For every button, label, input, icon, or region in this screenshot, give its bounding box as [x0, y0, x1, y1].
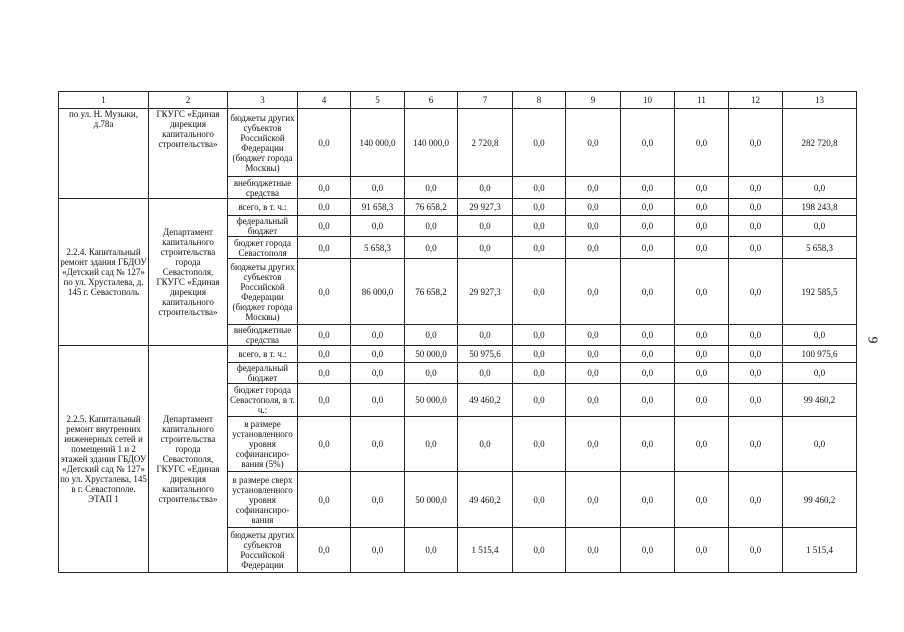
value-cell: 0,0	[298, 363, 351, 384]
executor-cell: Департамент капитального строительства города Севастополя, ГКУГС «Единая дирекция капитального строительства»	[149, 199, 228, 346]
value-cell: 0,0	[405, 417, 458, 472]
object-name-cell: по ул. Н. Музыки, д.78а	[59, 109, 149, 199]
value-cell: 0,0	[351, 528, 405, 573]
value-cell: 2 720,8	[458, 109, 513, 177]
value-cell: 0,0	[513, 528, 566, 573]
column-header-9: 9	[566, 92, 621, 109]
value-cell: 0,0	[566, 237, 621, 259]
value-cell: 0,0	[513, 363, 566, 384]
header-row	[59, 92, 857, 109]
value-cell: 0,0	[675, 216, 729, 237]
value-cell: 0,0	[675, 472, 729, 528]
column-header-11: 11	[675, 92, 729, 109]
value-cell: 0,0	[729, 199, 783, 216]
value-cell: 0,0	[298, 237, 351, 259]
executor-cell: Департамент капитального строительства города Севастополя, ГКУГС «Единая дирекция капитального строительства»	[149, 346, 228, 573]
value-cell: 0,0	[566, 259, 621, 325]
value-cell: 0,0	[405, 363, 458, 384]
value-cell: 198 243,8	[783, 199, 857, 216]
value-cell: 0,0	[513, 417, 566, 472]
value-cell: 0,0	[513, 346, 566, 363]
value-cell: 0,0	[621, 259, 675, 325]
value-cell: 0,0	[729, 177, 783, 199]
value-cell: 100 975,6	[783, 346, 857, 363]
funding-source-cell: всего, в т. ч.:	[228, 199, 298, 216]
value-cell: 0,0	[729, 109, 783, 177]
value-cell: 0,0	[675, 528, 729, 573]
value-cell: 0,0	[298, 216, 351, 237]
value-cell: 0,0	[351, 384, 405, 417]
value-cell: 0,0	[675, 384, 729, 417]
value-cell: 192 585,5	[783, 259, 857, 325]
table-row	[59, 109, 857, 177]
funding-source-cell: бюджеты других субъектов Российской Федерации (бюджет города Москвы)	[228, 259, 298, 325]
value-cell: 0,0	[566, 325, 621, 346]
value-cell: 0,0	[675, 363, 729, 384]
value-cell: 0,0	[566, 216, 621, 237]
value-cell: 0,0	[675, 346, 729, 363]
value-cell: 0,0	[566, 384, 621, 417]
value-cell: 99 460,2	[783, 472, 857, 528]
value-cell: 0,0	[513, 384, 566, 417]
value-cell: 0,0	[783, 216, 857, 237]
value-cell: 140 000,0	[405, 109, 458, 177]
funding-source-cell: бюджет города Севастополя, в т. ч.:	[228, 384, 298, 417]
value-cell: 0,0	[675, 177, 729, 199]
value-cell: 0,0	[458, 237, 513, 259]
value-cell: 0,0	[566, 109, 621, 177]
table-body	[59, 109, 857, 573]
value-cell: 0,0	[621, 363, 675, 384]
value-cell: 0,0	[621, 417, 675, 472]
value-cell: 0,0	[405, 237, 458, 259]
value-cell: 0,0	[351, 472, 405, 528]
value-cell: 0,0	[621, 528, 675, 573]
column-header-6: 6	[405, 92, 458, 109]
value-cell: 0,0	[783, 417, 857, 472]
value-cell: 0,0	[621, 472, 675, 528]
column-header-3: 3	[228, 92, 298, 109]
value-cell: 0,0	[298, 177, 351, 199]
value-cell: 0,0	[566, 346, 621, 363]
column-header-12: 12	[729, 92, 783, 109]
value-cell: 0,0	[351, 417, 405, 472]
value-cell: 0,0	[675, 325, 729, 346]
value-cell: 0,0	[783, 177, 857, 199]
value-cell: 5 658,3	[351, 237, 405, 259]
value-cell: 140 000,0	[351, 109, 405, 177]
value-cell: 0,0	[729, 472, 783, 528]
value-cell: 0,0	[675, 417, 729, 472]
table-row	[59, 199, 857, 216]
value-cell: 0,0	[729, 363, 783, 384]
funding-source-cell: в размере сверх установленного уровня софинансиро-вания	[228, 472, 298, 528]
value-cell: 0,0	[783, 363, 857, 384]
funding-source-cell: бюджет города Севастополя	[228, 237, 298, 259]
value-cell: 86 000,0	[351, 259, 405, 325]
funding-source-cell: федеральный бюджет	[228, 216, 298, 237]
value-cell: 0,0	[566, 199, 621, 216]
value-cell: 76 658,2	[405, 259, 458, 325]
value-cell: 0,0	[298, 325, 351, 346]
value-cell: 1 515,4	[458, 528, 513, 573]
column-header-5: 5	[351, 92, 405, 109]
value-cell: 0,0	[513, 237, 566, 259]
value-cell: 0,0	[729, 417, 783, 472]
funding-table	[58, 91, 857, 573]
value-cell: 0,0	[351, 177, 405, 199]
value-cell: 0,0	[351, 325, 405, 346]
funding-source-cell: всего, в т. ч.:	[228, 346, 298, 363]
value-cell: 50 000,0	[405, 384, 458, 417]
value-cell: 0,0	[729, 325, 783, 346]
value-cell: 0,0	[513, 199, 566, 216]
value-cell: 29 927,3	[458, 199, 513, 216]
value-cell: 0,0	[298, 417, 351, 472]
column-header-10: 10	[621, 92, 675, 109]
value-cell: 29 927,3	[458, 259, 513, 325]
value-cell: 0,0	[298, 384, 351, 417]
value-cell: 0,0	[621, 325, 675, 346]
value-cell: 0,0	[405, 528, 458, 573]
value-cell: 0,0	[351, 346, 405, 363]
value-cell: 0,0	[513, 472, 566, 528]
value-cell: 0,0	[298, 346, 351, 363]
value-cell: 0,0	[458, 177, 513, 199]
value-cell: 76 658,2	[405, 199, 458, 216]
value-cell: 0,0	[298, 109, 351, 177]
value-cell: 0,0	[729, 384, 783, 417]
value-cell: 1 515,4	[783, 528, 857, 573]
value-cell: 0,0	[405, 325, 458, 346]
value-cell: 0,0	[458, 363, 513, 384]
value-cell: 0,0	[729, 259, 783, 325]
object-name-cell: 2.2.5. Капитальный ремонт внутренних инженерных сетей и помещений 1 и 2 этажей здания ГБДОУ «Детский сад № 127» по ул. Хрусталева, 145 в г. Севастополе. ЭТАП 1	[59, 346, 149, 573]
value-cell: 0,0	[513, 325, 566, 346]
object-name-cell: 2.2.4. Капитальный ремонт здания ГБДОУ «Детский сад № 127» по ул. Хрусталева, д. 145 г. Севастополь	[59, 199, 149, 346]
funding-source-cell: внебюджетные средства	[228, 325, 298, 346]
value-cell: 0,0	[621, 109, 675, 177]
value-cell: 0,0	[513, 109, 566, 177]
funding-source-cell: внебюджетные средства	[228, 177, 298, 199]
column-header-4: 4	[298, 92, 351, 109]
value-cell: 0,0	[621, 199, 675, 216]
value-cell: 0,0	[298, 259, 351, 325]
value-cell: 0,0	[458, 325, 513, 346]
value-cell: 0,0	[675, 199, 729, 216]
value-cell: 0,0	[729, 216, 783, 237]
value-cell: 0,0	[621, 237, 675, 259]
table-row	[59, 346, 857, 363]
value-cell: 0,0	[566, 472, 621, 528]
value-cell: 50 000,0	[405, 346, 458, 363]
value-cell: 0,0	[621, 177, 675, 199]
value-cell: 0,0	[458, 216, 513, 237]
value-cell: 0,0	[675, 237, 729, 259]
value-cell: 0,0	[566, 177, 621, 199]
page-number: 9	[864, 336, 880, 344]
value-cell: 0,0	[351, 363, 405, 384]
funding-source-cell: федеральный бюджет	[228, 363, 298, 384]
value-cell: 0,0	[405, 177, 458, 199]
value-cell: 282 720,8	[783, 109, 857, 177]
value-cell: 99 460,2	[783, 384, 857, 417]
value-cell: 0,0	[566, 417, 621, 472]
column-header-13: 13	[783, 92, 857, 109]
column-header-8: 8	[513, 92, 566, 109]
column-header-7: 7	[458, 92, 513, 109]
funding-source-cell: бюджеты других субъектов Российской Федерации (бюджет города Москвы)	[228, 109, 298, 177]
value-cell: 0,0	[675, 259, 729, 325]
value-cell: 0,0	[513, 216, 566, 237]
value-cell: 5 658,3	[783, 237, 857, 259]
value-cell: 0,0	[729, 237, 783, 259]
value-cell: 0,0	[513, 259, 566, 325]
value-cell: 0,0	[298, 472, 351, 528]
value-cell: 0,0	[621, 384, 675, 417]
value-cell: 50 000,0	[405, 472, 458, 528]
value-cell: 0,0	[405, 216, 458, 237]
column-header-2: 2	[149, 92, 228, 109]
value-cell: 0,0	[513, 177, 566, 199]
value-cell: 0,0	[783, 325, 857, 346]
column-header-1: 1	[59, 92, 149, 109]
value-cell: 50 975,6	[458, 346, 513, 363]
value-cell: 49 460,2	[458, 472, 513, 528]
value-cell: 0,0	[298, 199, 351, 216]
value-cell: 0,0	[351, 216, 405, 237]
value-cell: 0,0	[566, 528, 621, 573]
value-cell: 0,0	[458, 417, 513, 472]
value-cell: 91 658,3	[351, 199, 405, 216]
value-cell: 0,0	[621, 216, 675, 237]
value-cell: 0,0	[566, 363, 621, 384]
value-cell: 49 460,2	[458, 384, 513, 417]
value-cell: 0,0	[729, 346, 783, 363]
value-cell: 0,0	[621, 346, 675, 363]
value-cell: 0,0	[675, 109, 729, 177]
funding-source-cell: в размере установленного уровня софинансиро-вания (5%)	[228, 417, 298, 472]
funding-source-cell: бюджеты других субъектов Российской Федерации	[228, 528, 298, 573]
value-cell: 0,0	[729, 528, 783, 573]
value-cell: 0,0	[298, 528, 351, 573]
executor-cell: ГКУГС «Единая дирекция капитального строительства»	[149, 109, 228, 199]
